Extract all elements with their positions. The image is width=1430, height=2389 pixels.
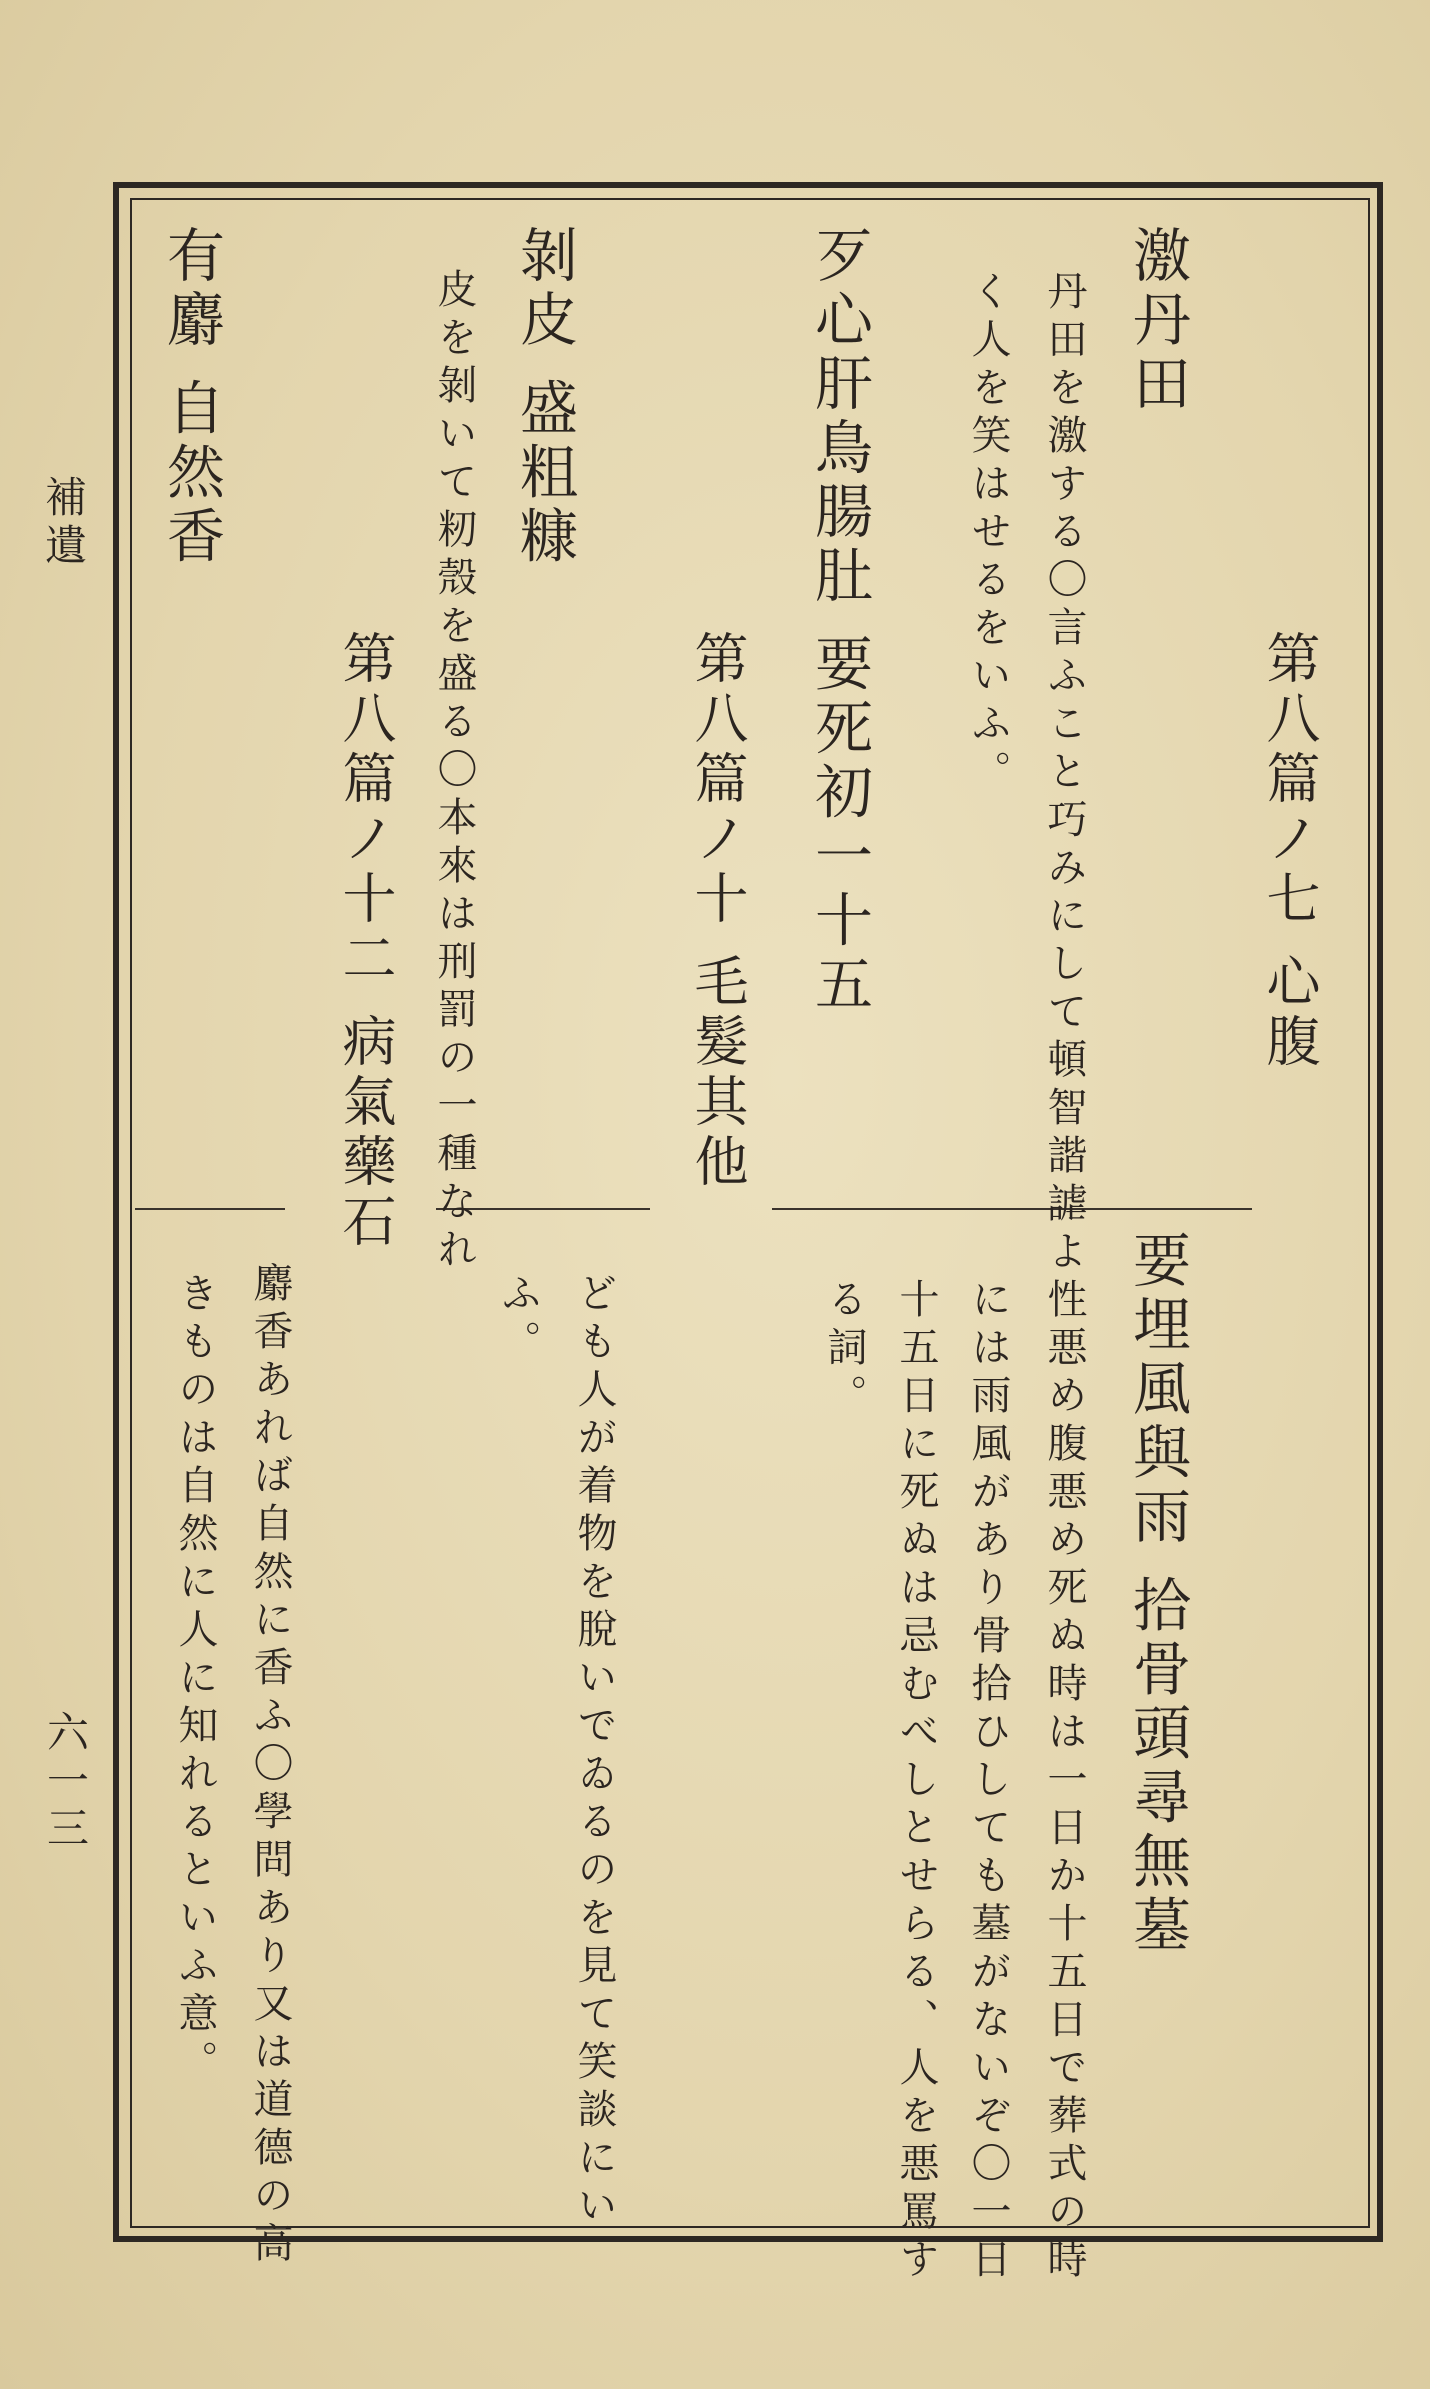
entry-text-line: 丹田を激する〇言ふこと巧みにして頓智諧謔よ bbox=[1041, 270, 1087, 1278]
entry-text-line: 十五日に死ぬは忌むべしとせらる、人を悪罵す bbox=[893, 1278, 939, 2286]
entry-text-line: には雨風があり骨拾ひしても墓がないぞ〇一日 bbox=[965, 1278, 1011, 2286]
entry-text-line: 麝香あれば自然に香ふ〇學問あり又は道德の高 bbox=[247, 1262, 293, 2270]
entry-headword: 要埋風與雨 拾骨頭尋無墓 bbox=[1123, 1230, 1191, 1959]
entry-text-line: 皮を剝いて籾殼を盛る〇本來は刑罰の一種なれ bbox=[431, 268, 477, 1276]
divider-left bbox=[135, 1208, 285, 1210]
divider-right bbox=[772, 1208, 1252, 1210]
section-heading: 第八篇ノ七 心腹 bbox=[1258, 630, 1321, 1074]
entry-text-line: く人を笑はせるをいふ。 bbox=[965, 270, 1011, 798]
entry-headword: 剝皮 盛粗糠 bbox=[510, 225, 578, 570]
entry-headword: 歹心肝鳥腸肚 要死初一十五 bbox=[805, 225, 873, 1018]
margin-label: 補遺 bbox=[39, 475, 88, 571]
entry-text-line: る詞。 bbox=[821, 1278, 867, 1422]
entry-text-line: ふ。 bbox=[495, 1272, 541, 1368]
entry-headword: 激丹田 bbox=[1123, 225, 1191, 417]
section-heading: 第八篇ノ十二 病氣藥石 bbox=[334, 630, 397, 1254]
entry-headword: 有麝 自然香 bbox=[157, 225, 225, 570]
page-number: 六一三 bbox=[41, 1710, 90, 1854]
entry-text-line: きものは自然に人に知れるといふ意。 bbox=[172, 1272, 218, 2088]
entry-text-line: 性悪め腹悪め死ぬ時は一日か十五日で葬式の時 bbox=[1041, 1278, 1087, 2286]
entry-text-line: ども人が着物を脫いでゐるのを見て笑談にい bbox=[571, 1272, 617, 2232]
section-heading: 第八篇ノ十 毛髮其他 bbox=[686, 630, 749, 1194]
